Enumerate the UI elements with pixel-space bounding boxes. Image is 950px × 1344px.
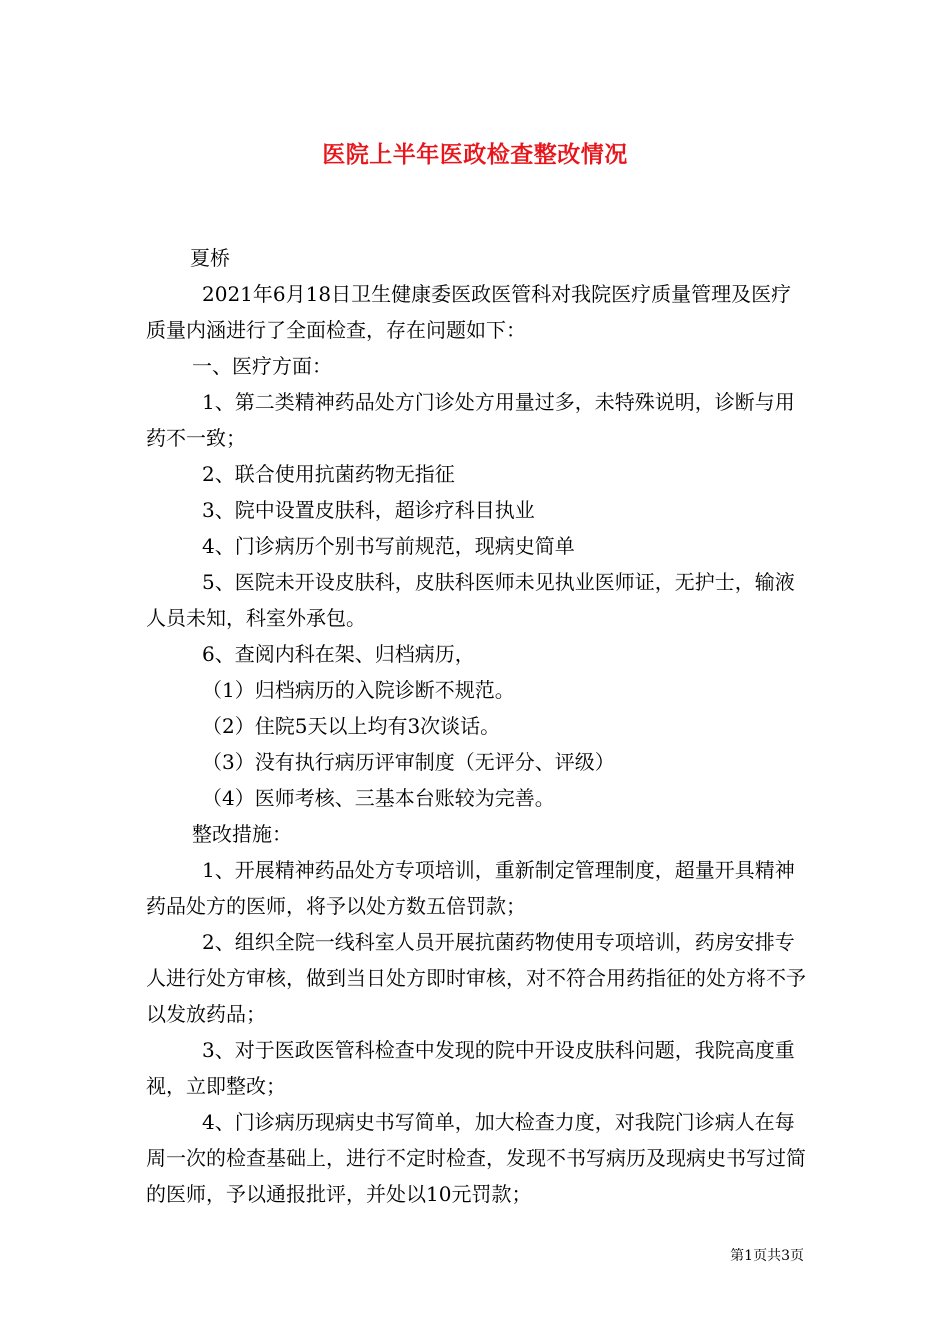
issue-item-6: 6、查阅内科在架、归档病历， [202, 642, 475, 666]
sub-item-2: （2）住院5天以上均有3次谈话。 [202, 714, 501, 738]
issue-item-5: 5、医院未开设皮肤科，皮肤科医师未见执业医师证，无护士，输液人员未知，科室外承包。 [146, 570, 795, 630]
issue-item-3: 3、院中设置皮肤科，超诊疗科目执业 [202, 498, 535, 522]
issue-item-2: 2、联合使用抗菌药物无指征 [202, 462, 455, 486]
issue-item-1: 1、第二类精神药品处方门诊处方用量过多，未特殊说明，诊断与用药不一致； [146, 390, 795, 450]
document-body [146, 240, 808, 1212]
section-heading-medical: 一、医疗方面： [192, 354, 332, 378]
document-title: 医院上半年医政检查整改情况 [322, 141, 628, 168]
sub-item-3: （3）没有执行病历评审制度（无评分、评级） [202, 750, 615, 774]
sub-item-4: （4）医师考核、三基本台账较为完善。 [202, 786, 555, 810]
measure-item-3: 3、对于医政医管科检查中发现的院中开设皮肤科问题，我院高度重视，立即整改； [146, 1038, 795, 1098]
author-line: 夏桥 [190, 246, 230, 270]
sub-item-1: （1）归档病历的入院诊断不规范。 [202, 678, 515, 702]
measure-item-4: 4、门诊病历现病史书写简单，加大检查力度，对我院门诊病人在每周一次的检查基础上，进行不定时检查，发现不书写病历及现病史书写过简的医师，予以通报批评，并处以10元罚款； [146, 1110, 806, 1206]
section-heading-rectification: 整改措施： [192, 822, 292, 846]
measure-item-1: 1、开展精神药品处方专项培训，重新制定管理制度，超量开具精神药品处方的医师，将予以处方数五倍罚款； [146, 858, 795, 918]
page-number: 第1页共3页 [730, 1248, 804, 1264]
intro-paragraph: 2021年6月18日卫生健康委医政医管科对我院医疗质量管理及医疗质量内涵进行了全面检查，存在问题如下： [146, 282, 792, 342]
issue-item-4: 4、门诊病历个别书写前规范，现病史简单 [202, 534, 575, 558]
measure-item-2: 2、组织全院一线科室人员开展抗菌药物使用专项培训，药房安排专人进行处方审核，做到当日处方即时审核，对不符合用药指征的处方将不予以发放药品； [146, 930, 806, 1026]
